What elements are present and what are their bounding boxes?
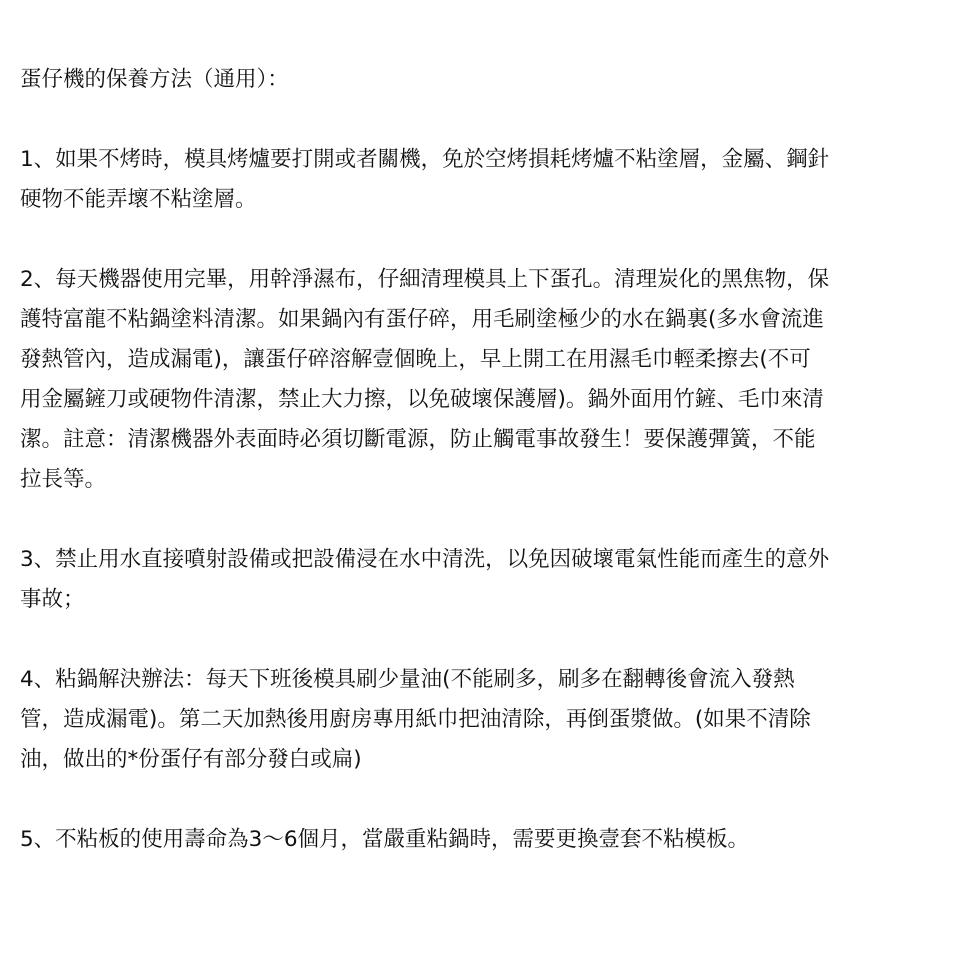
paragraph-line: 潔。註意：清潔機器外表面時必須切斷電源，防止觸電事故發生！要保護彈簧，不能 xyxy=(20,427,816,452)
paragraph-line: 發熱管內，造成漏電)，讓蛋仔碎溶解壹個晚上，早上開工在用濕毛巾輕柔擦去(不可 xyxy=(20,347,811,372)
paragraph-1 xyxy=(20,140,935,220)
paragraph-line: 4、粘鍋解決辦法：每天下班後模具刷少量油(不能刷多，刷多在翻轉後會流入發熱 xyxy=(20,667,795,692)
paragraph-line: 護特富龍不粘鍋塗料清潔。如果鍋內有蛋仔碎，用毛刷塗極少的水在鍋裏(多水會流進 xyxy=(20,307,824,332)
paragraph-4 xyxy=(20,660,935,780)
paragraph-line: 2、每天機器使用完畢，用幹淨濕布，仔細清理模具上下蛋孔。清理炭化的黑焦物，保 xyxy=(20,267,830,292)
paragraph-line: 事故； xyxy=(20,587,85,612)
paragraph-5 xyxy=(20,820,935,860)
paragraph-line: 油，做出的*份蛋仔有部分發白或扁) xyxy=(20,747,362,772)
paragraph-line: 管，造成漏電)。第二天加熱後用廚房專用紙巾把油清除，再倒蛋漿做。(如果不清除 xyxy=(20,707,811,732)
paragraph-2 xyxy=(20,260,935,500)
paragraph-line: 硬物不能弄壞不粘塗層。 xyxy=(20,187,257,212)
paragraph-3 xyxy=(20,540,935,620)
paragraph-line: 拉長等。 xyxy=(20,467,107,492)
maintenance-document xyxy=(20,60,935,860)
document-title: 蛋仔機的保養方法（通用）： xyxy=(20,67,289,92)
paragraph-line: 3、禁止用水直接噴射設備或把設備浸在水中清洗，以免因破壞電氣性能而產生的意外 xyxy=(20,547,830,572)
paragraph-line: 用金屬鏟刀或硬物件清潔，禁止大力擦，以免破壞保護層)。鍋外面用竹鏟、毛巾來清 xyxy=(20,387,824,412)
paragraph-line: 1、如果不烤時，模具烤爐要打開或者關機，免於空烤損耗烤爐不粘塗層，金屬、鋼針 xyxy=(20,147,830,172)
paragraph-line: 5、不粘板的使用壽命為3～6個月，當嚴重粘鍋時，需要更換壹套不粘模板。 xyxy=(20,827,750,852)
